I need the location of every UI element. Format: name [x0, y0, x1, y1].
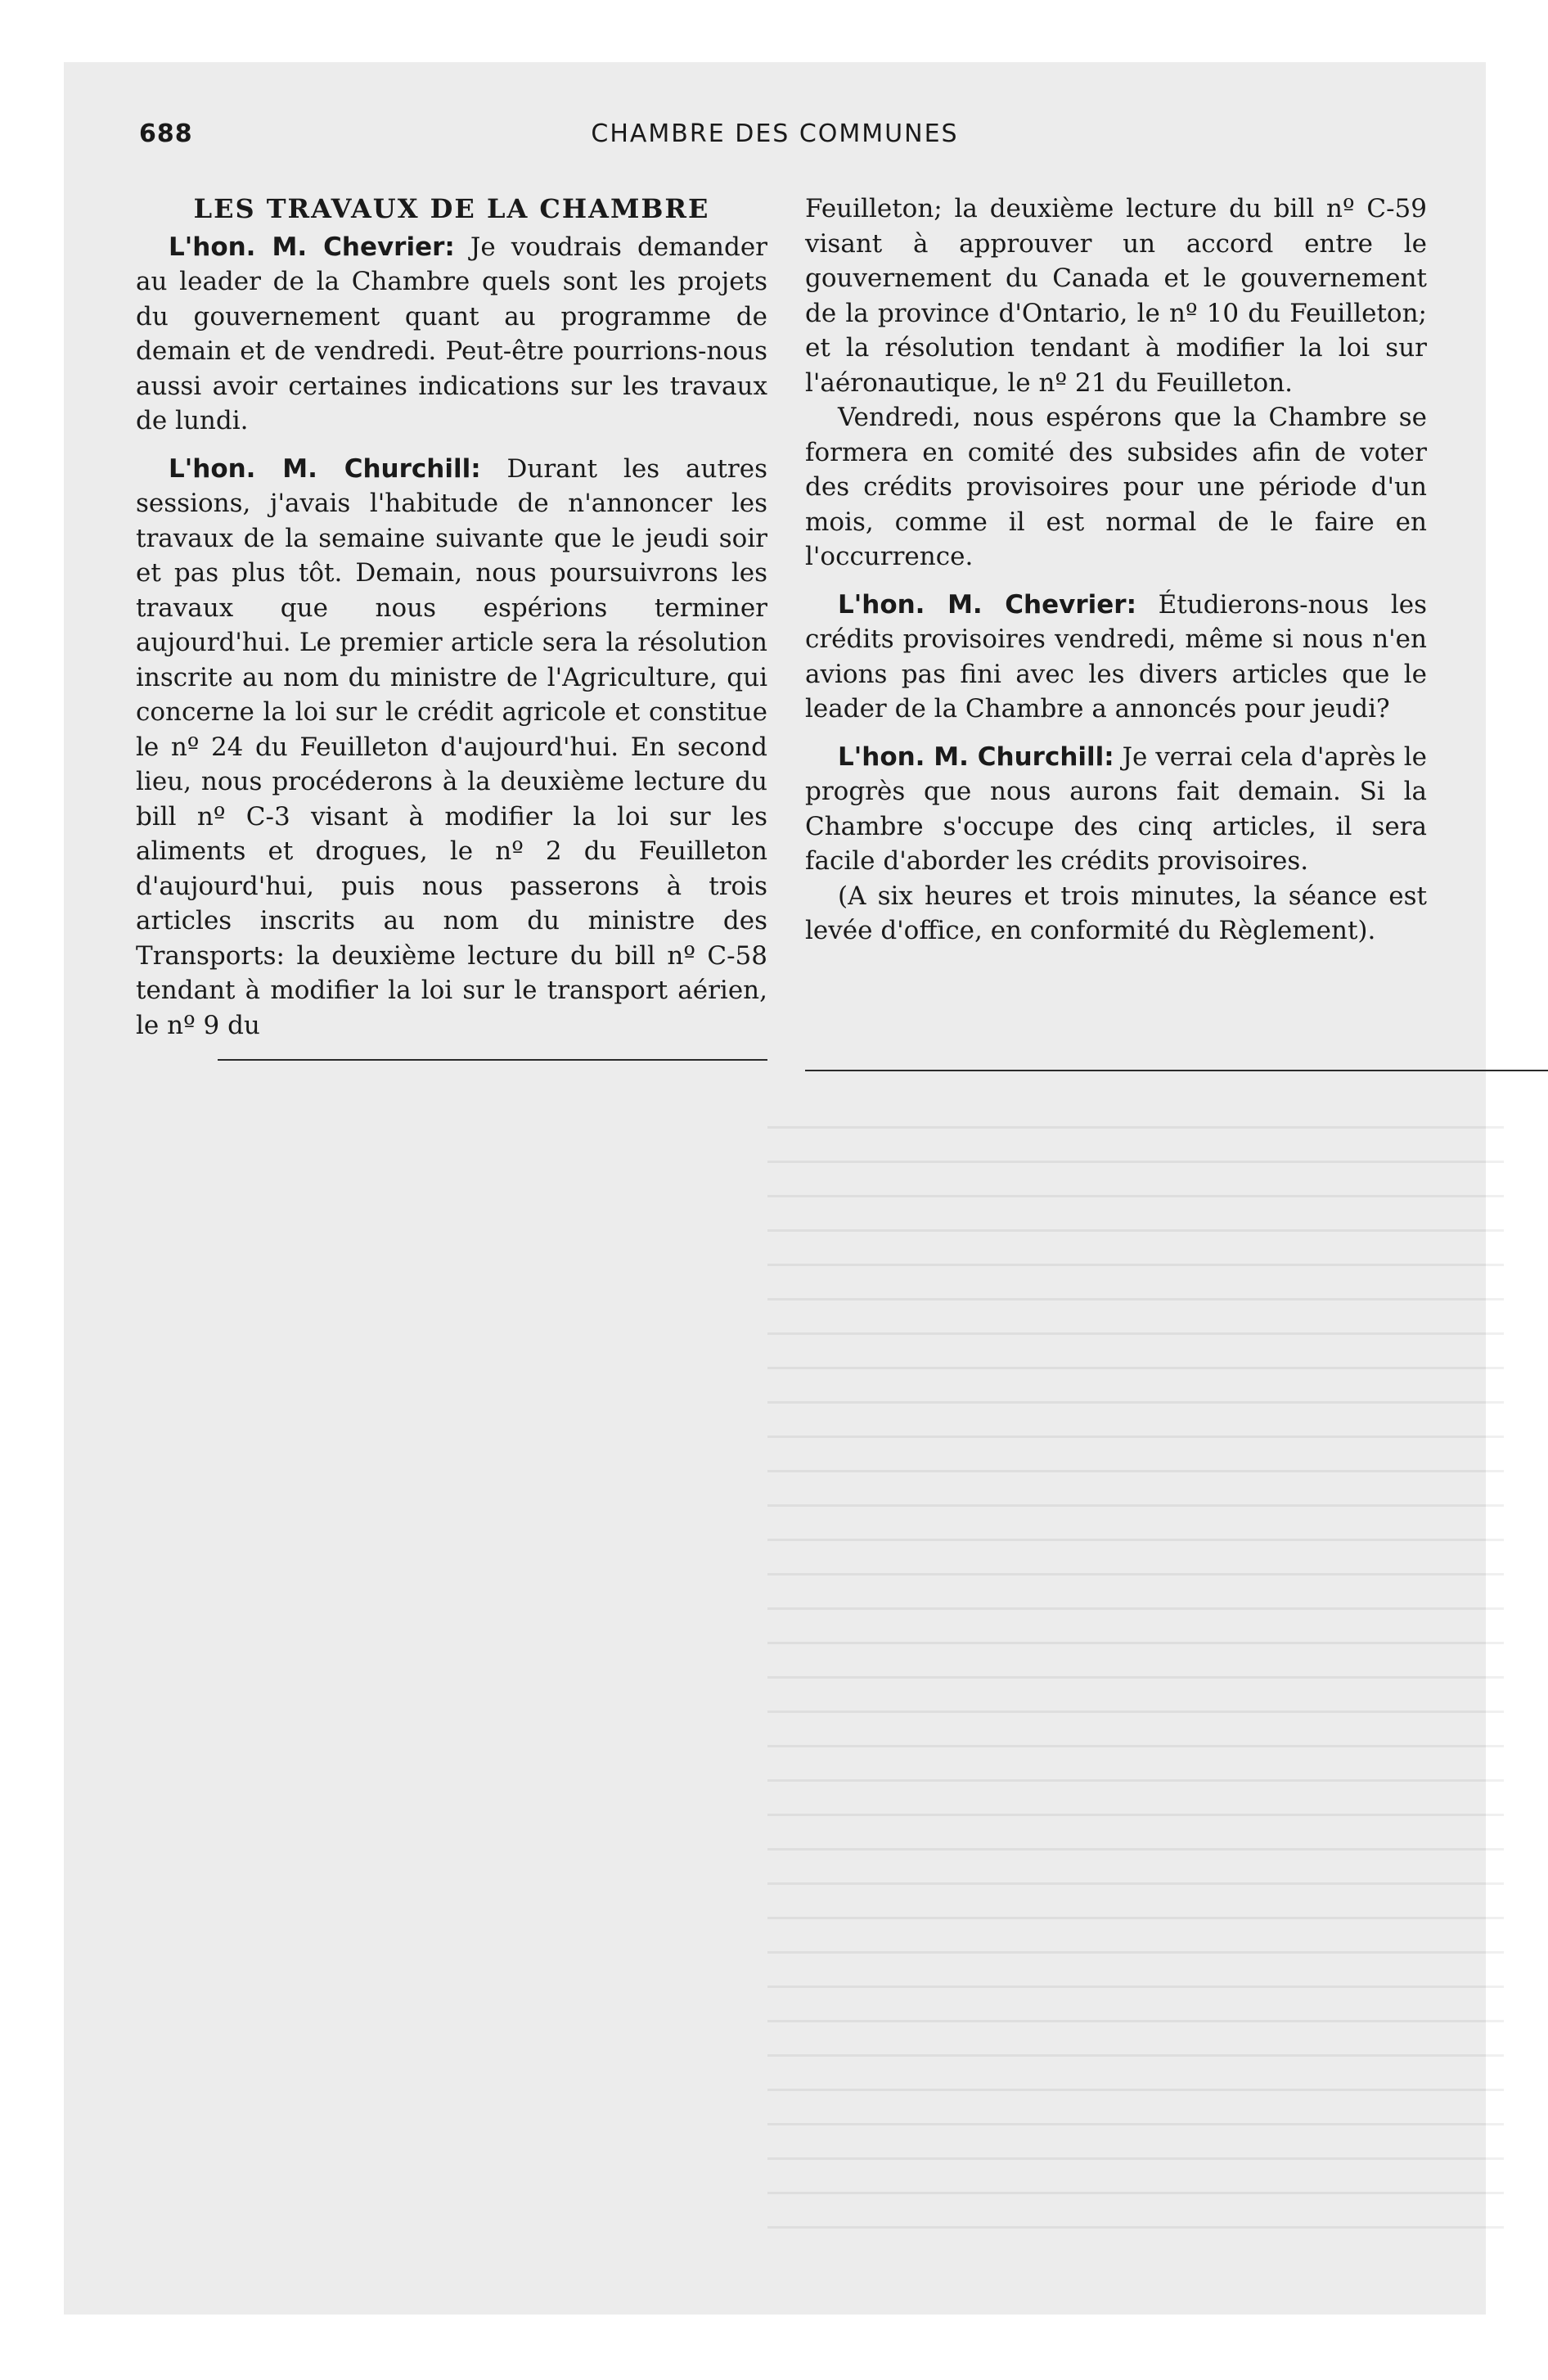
paragraph-text: Je voudrais demander au leader de la Chambre quels sont les projets du gouvernement quant au programme de demain et de vendredi. Peut-être pourrions-nous aussi avoir certaines indications sur les travaux de lundi. — [136, 232, 767, 435]
paragraph — [805, 740, 1427, 879]
paragraph-text: Durant les autres sessions, j'avais l'habitude de n'annoncer les travaux de la semaine suivante que le jeudi soir et pas plus tôt. Demain, nous poursuivrons les travaux que nous espérions terminer aujourd'hui. Le premier article sera la résolution inscrite au nom du ministre de l'Agriculture, qui concerne la loi sur le crédit agricole et constitue le nº 24 du Feuilleton d'aujourd'hui. En second lieu, nous procéderons à la deuxième lecture du bill nº C-3 visant à modifier la loi sur les aliments et drogues, le nº 2 du Feuilleton d'aujourd'hui, puis nous passerons à trois articles inscrits au nom du ministre des Transports: la deuxième lecture du bill nº C-58 tendant à modifier la loi sur le transport aérien, le nº 9 du — [136, 453, 767, 1040]
right-column — [805, 192, 1427, 949]
speaker-name: L'hon. M. Chevrier: — [169, 232, 455, 262]
paragraph — [805, 879, 1427, 949]
paragraph — [805, 400, 1427, 575]
paragraph-text: (A six heures et trois minutes, la séance est levée d'office, en conformité du Règlement). — [805, 881, 1427, 945]
paragraph — [136, 230, 767, 439]
left-paragraphs — [136, 230, 767, 1044]
page-header-title: CHAMBRE DES COMMUNES — [591, 119, 959, 148]
paragraph-text: Vendredi, nous espérons que la Chambre se formera en comité des subsides afin de voter des crédits provisoires pour une période d'un mois, comme il est normal de le faire en l'occurrence. — [805, 403, 1427, 571]
show-through-background — [767, 1126, 1504, 2256]
speaker-name: L'hon. M. Churchill: — [838, 741, 1114, 772]
speaker-name: L'hon. M. Churchill: — [169, 453, 481, 484]
left-column-end-rule — [218, 1059, 767, 1061]
paragraph — [805, 192, 1427, 400]
left-column — [136, 192, 767, 1043]
paragraph — [136, 452, 767, 1044]
right-paragraphs — [805, 192, 1427, 949]
paragraph-text: Je verrai cela d'après le progrès que nous aurons fait demain. Si la Chambre s'occupe des cinq articles, il sera facile d'aborder les crédits provisoires. — [805, 741, 1427, 876]
paragraph-text: Feuilleton; la deuxième lecture du bill nº C-59 visant à approuver un accord entre le gouvernement du Canada et le gouvernement de la province d'Ontario, le nº 10 du Feuilleton; et la résolution tendant à modifier la loi sur l'aéronautique, le nº 21 du Feuilleton. — [805, 194, 1427, 398]
section-title: LES TRAVAUX DE LA CHAMBRE — [193, 193, 710, 224]
running-head — [64, 119, 1486, 160]
page — [64, 62, 1486, 2315]
paragraph — [805, 588, 1427, 727]
page-number: 688 — [139, 119, 193, 148]
right-column-end-rule — [805, 1070, 1548, 1071]
speaker-name: L'hon. M. Chevrier: — [838, 589, 1136, 620]
paragraph-text: Étudierons-nous les crédits provisoires vendredi, même si nous n'en avions pas fini avec les divers articles que le leader de la Chambre a annoncés pour jeudi? — [805, 589, 1427, 723]
